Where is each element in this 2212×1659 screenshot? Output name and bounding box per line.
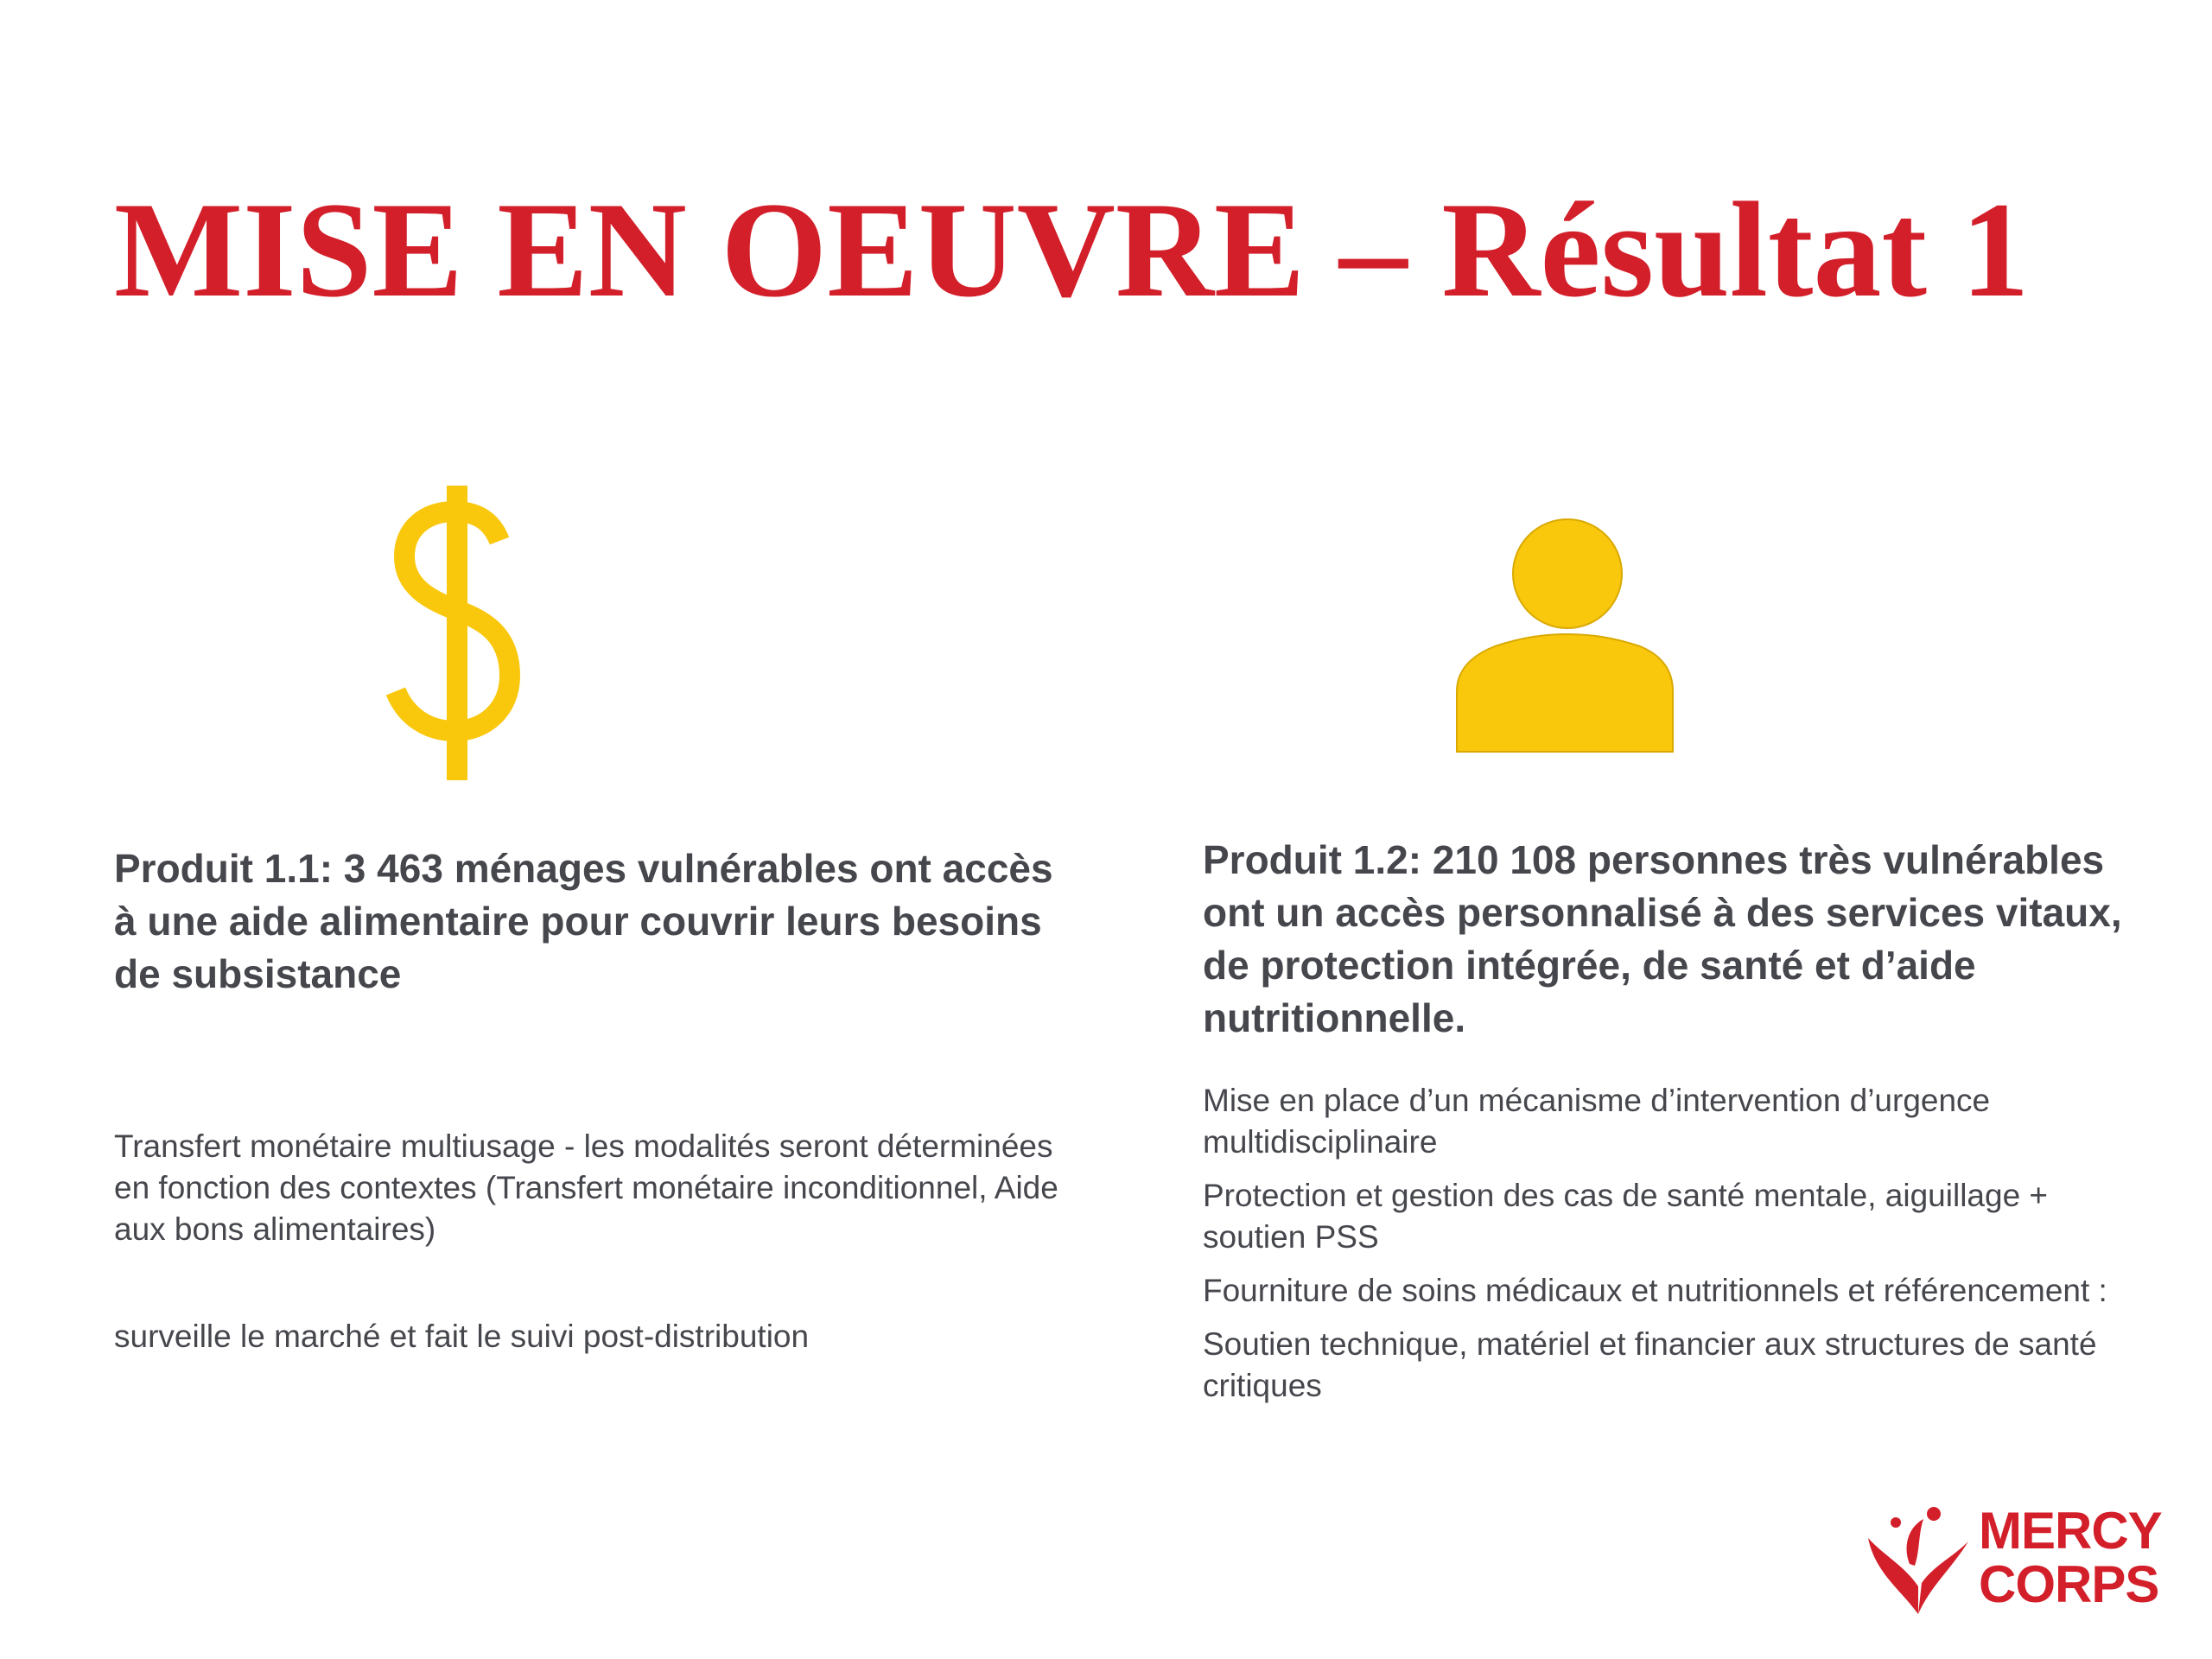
- mercy-corps-logo: [1866, 1503, 2177, 1616]
- product-1-1-body-2: [114, 1316, 1065, 1357]
- body-text: Soutien technique, matériel et financier aux structures de santé critiques: [1203, 1326, 2097, 1403]
- dollar-icon: [380, 484, 527, 782]
- product-1-2-heading: Produit 1.2: 210 108 personnes très vulnérables ont un accès personnalisé à des services vitaux, de protection intégrée, de santé et d’aide nutritionnelle.: [1203, 837, 2122, 1040]
- body-text: Protection et gestion des cas de santé mentale, aiguillage + soutien PSS: [1203, 1178, 2049, 1255]
- logo-line-2: CORPS: [1979, 1555, 2159, 1613]
- product-1-2: [1203, 834, 2171, 1045]
- logo-line-1: MERCY: [1979, 1502, 2162, 1560]
- product-1-1: [114, 842, 1082, 1001]
- slide-title: MISE EN OEUVRE – Résultat 1: [114, 175, 2030, 326]
- body-text: Fourniture de soins médicaux et nutritionnels et référencement :: [1203, 1273, 2107, 1308]
- person-icon: [1453, 518, 1675, 753]
- body-text: surveille le marché et fait le suivi post-distribution: [114, 1319, 810, 1354]
- product-1-2-body: [1203, 1080, 2153, 1419]
- logo-mark-icon: [1866, 1503, 1970, 1616]
- body-text: Mise en place d’un mécanisme d’intervention d’urgence multidisciplinaire: [1203, 1083, 1991, 1160]
- body-text: Transfert monétaire multiusage - les modalités seront déterminées en fonction des contextes (Transfert monétaire inconditionnel, Aide aux bons alimentaires): [114, 1128, 1058, 1247]
- product-1-1-heading: Produit 1.1: 3 463 ménages vulnérables ont accès à une aide alimentaire pour couvrir leurs besoins de subsistance: [114, 846, 1053, 996]
- product-1-1-body-1: [114, 1126, 1065, 1250]
